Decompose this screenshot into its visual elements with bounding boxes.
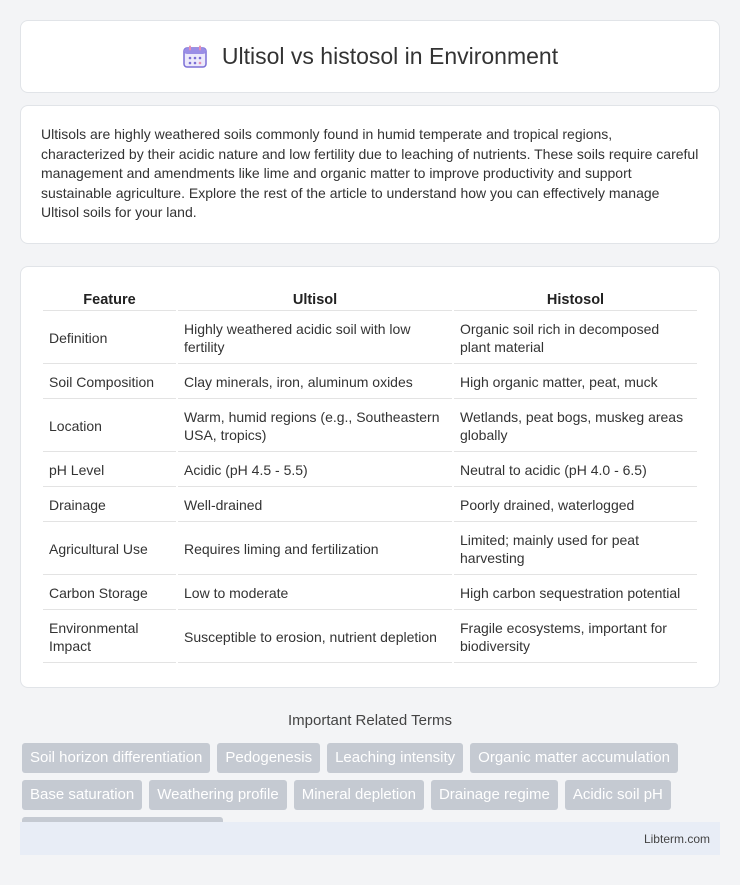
comparison-table-card <box>20 266 720 688</box>
page-title: Ultisol vs histosol in Environment <box>221 43 559 69</box>
table-row <box>43 612 697 663</box>
related-term-tag[interactable]: Pedogenesis <box>217 743 320 773</box>
related-term-tag[interactable]: Drainage regime <box>431 780 558 810</box>
cell-histosol: Organic soil rich in decomposed plant material <box>454 313 697 364</box>
cell-histosol: Fragile ecosystems, important for biodiversity <box>454 612 697 663</box>
header-histosol: Histosol <box>454 291 697 311</box>
cell-ultisol: Highly weathered acidic soil with low fertility <box>178 313 452 364</box>
cell-ultisol: Clay minerals, iron, aluminum oxides <box>178 366 452 399</box>
cell-ultisol: Susceptible to erosion, nutrient depletion <box>178 612 452 663</box>
cell-feature: Soil Composition <box>43 366 176 399</box>
intro-card <box>20 105 720 244</box>
cell-ultisol: Acidic (pH 4.5 - 5.5) <box>178 454 452 487</box>
related-term-tag[interactable]: Leaching intensity <box>327 743 463 773</box>
related-term-tag[interactable]: Weathering profile <box>149 780 286 810</box>
header-feature: Feature <box>43 291 176 311</box>
table-row <box>43 524 697 575</box>
cell-feature: pH Level <box>43 454 176 487</box>
cell-ultisol: Warm, humid regions (e.g., Southeastern USA, tropics) <box>178 401 452 452</box>
cell-feature: Definition <box>43 313 176 364</box>
table-row <box>43 489 697 522</box>
related-term-tag[interactable]: Base saturation <box>22 780 142 810</box>
calendar-icon <box>182 45 208 69</box>
cell-ultisol: Requires liming and fertilization <box>178 524 452 575</box>
header-card <box>20 20 720 93</box>
footer-site-link[interactable]: Libterm.com <box>643 831 710 846</box>
cell-histosol: Neutral to acidic (pH 4.0 - 6.5) <box>454 454 697 487</box>
cell-feature: Location <box>43 401 176 452</box>
table-row <box>43 401 697 452</box>
table-row <box>43 577 697 610</box>
table-row <box>43 366 697 399</box>
footer <box>20 822 720 855</box>
table-header-row <box>43 291 697 311</box>
cell-histosol: Poorly drained, waterlogged <box>454 489 697 522</box>
related-terms-title: Important Related Terms <box>288 711 452 729</box>
cell-histosol: High carbon sequestration potential <box>454 577 697 610</box>
related-term-tag[interactable]: Mineral depletion <box>294 780 424 810</box>
comparison-table <box>41 289 699 665</box>
intro-text: Ultisols are highly weathered soils commonly found in humid temperate and tropical regions, characterized by their acidic nature and low fertility due to leaching of nutrients. These soils require careful management and amendments like lime and organic matter to improve productivity and support sustainable agriculture. Explore the rest of the article to understand how you can effectively manage Ultisol soils for your land. <box>41 126 699 220</box>
cell-feature: Drainage <box>43 489 176 522</box>
related-term-tag[interactable]: Acidic soil pH <box>565 780 671 810</box>
cell-ultisol: Low to moderate <box>178 577 452 610</box>
related-term-tag[interactable]: Organic matter accumulation <box>470 743 678 773</box>
header-ultisol: Ultisol <box>178 291 452 311</box>
table-row <box>43 313 697 364</box>
cell-feature: Environmental Impact <box>43 612 176 663</box>
cell-feature: Carbon Storage <box>43 577 176 610</box>
table-row <box>43 454 697 487</box>
cell-feature: Agricultural Use <box>43 524 176 575</box>
related-term-tag[interactable]: Soil horizon differentiation <box>22 743 210 773</box>
cell-ultisol: Well-drained <box>178 489 452 522</box>
cell-histosol: Wetlands, peat bogs, muskeg areas globally <box>454 401 697 452</box>
cell-histosol: High organic matter, peat, muck <box>454 366 697 399</box>
cell-histosol: Limited; mainly used for peat harvesting <box>454 524 697 575</box>
